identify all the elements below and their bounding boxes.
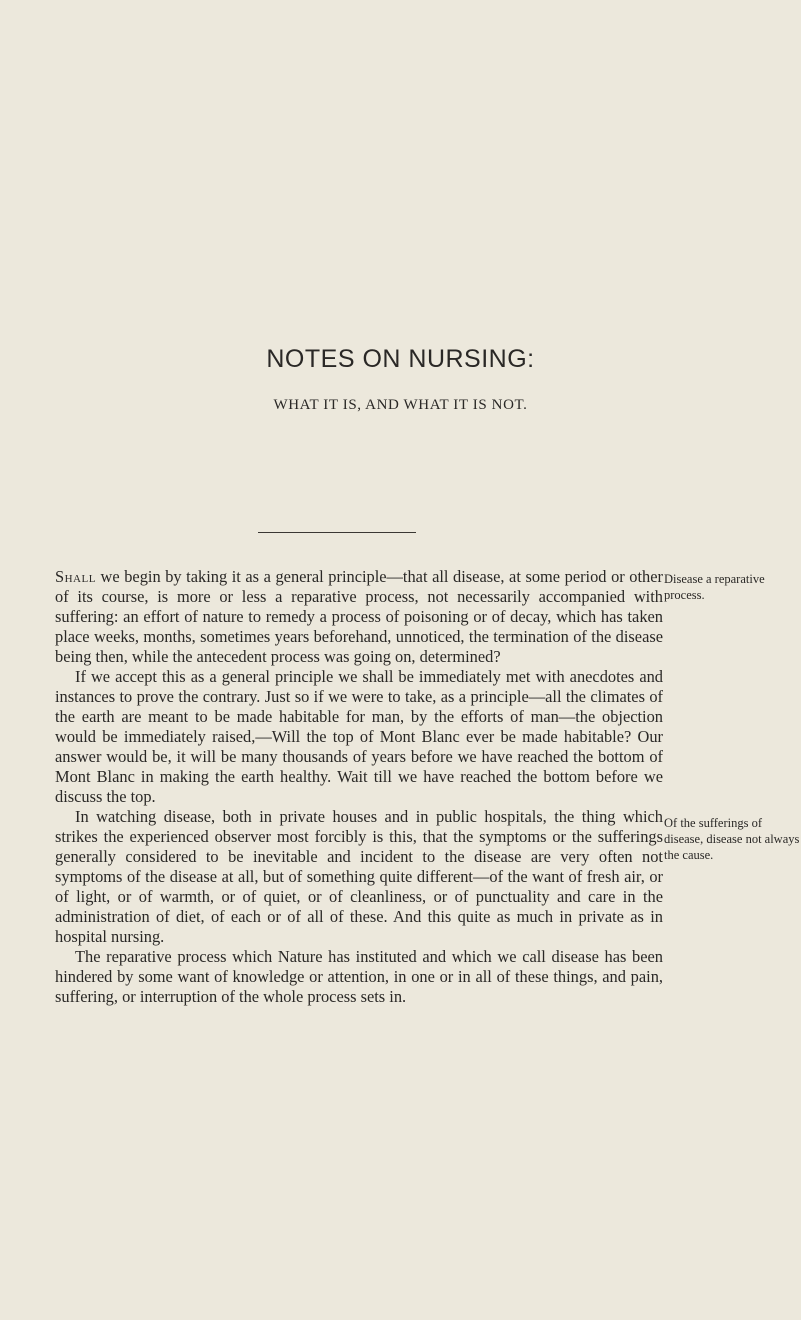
margin-note-disease-reparative: Disease a reparative process.	[664, 572, 765, 602]
paragraph-2: If we accept this as a general principle we shall be immediately met with anecdotes and instances to prove the contrary. Just so if we were to take, as a principle—all the climates of the earth are meant to be made habitable for man, by the efforts of man—the objection would be immediately raised,—Will the top of Mont Blanc ever be made habitable? Our answer would be, it will be many thousands of years before we have reached the bottom of Mont Blanc in making the earth healthy. Wait till we have reached the bottom before we discuss the top.	[55, 667, 663, 806]
page-subtitle: WHAT IT IS, AND WHAT IT IS NOT.	[273, 397, 528, 413]
body-text	[55, 567, 663, 1007]
paragraph-1-lead: Shall	[55, 567, 96, 586]
paragraph-3: In watching disease, both in private houses and in public hospitals, the thing which strikes the experienced observer most forcibly is this, that the symptoms or the sufferings generally considered to be inevitable and incident to the disease are very often not symptoms of the disease at all, but of something quite different—of the want of fresh air, or of light, or of warmth, or of quiet, or of cleanliness, or of punctuality and care in the administration of diet, of each or of all of these. And this quite as much in private as in hospital nursing.	[55, 807, 663, 946]
paragraph-4: The reparative process which Nature has instituted and which we call disease has been hindered by some want of knowledge or attention, in one or in all of these things, and pain, suffering, or interruption of the whole process sets in.	[55, 947, 663, 1006]
divider-rule	[258, 532, 416, 533]
margin-note-sufferings: Of the sufferings of disease, disease not always the cause.	[664, 816, 800, 862]
page-title: NOTES ON NURSING:	[266, 345, 535, 373]
paragraph-1	[55, 567, 663, 667]
paragraph-1-text: we begin by taking it as a general principle—that all disease, at some period or other of its course, is more or less a reparative process, not necessarily accompanied with suffering: an effort of nature to remedy a process of poisoning or of decay, which has taken place weeks, months, sometimes years beforehand, unnoticed, the termination of the disease being then, while the antecedent process was going on, determined?	[55, 567, 663, 666]
